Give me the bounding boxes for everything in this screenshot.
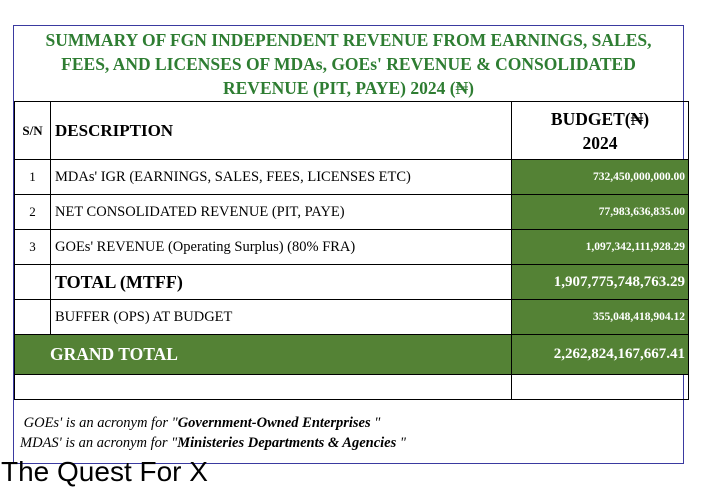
total-description: TOTAL (MTFF) xyxy=(51,265,512,300)
header-description: DESCRIPTION xyxy=(51,102,512,160)
header-sn: S/N xyxy=(15,102,51,160)
mdas-note-term: Ministeries Departments & Agencies xyxy=(177,435,397,451)
table-row xyxy=(15,160,689,195)
row-description: GOEs' REVENUE (Operating Surplus) (80% FRA) xyxy=(51,230,512,265)
buffer-description: BUFFER (OPS) AT BUDGET xyxy=(51,300,512,335)
table-row xyxy=(15,195,689,230)
buffer-row xyxy=(15,300,689,335)
grand-total-budget: 2,262,824,167,667.41 xyxy=(512,335,689,375)
table-header-row xyxy=(15,102,689,160)
blank-cell xyxy=(512,375,689,400)
page-title xyxy=(14,26,683,101)
row-sn: 2 xyxy=(15,195,51,230)
goe-note-suffix: " xyxy=(374,415,381,431)
row-budget: 1,097,342,111,928.29 xyxy=(512,230,689,265)
total-sn xyxy=(15,265,51,300)
title-line-3: REVENUE (PIT, PAYE) 2024 (₦) xyxy=(223,78,474,98)
row-budget: 77,983,636,835.00 xyxy=(512,195,689,230)
watermark-text: The Quest For X xyxy=(1,456,208,487)
table-row xyxy=(15,230,689,265)
blank-cell xyxy=(15,375,512,400)
total-budget: 1,907,775,748,763.29 xyxy=(512,265,689,300)
buffer-budget: 355,048,418,904.12 xyxy=(512,300,689,335)
mdas-note-suffix: " xyxy=(399,435,406,451)
goe-note xyxy=(20,413,406,433)
row-sn: 3 xyxy=(15,230,51,265)
header-budget-year: 2024 xyxy=(582,132,618,153)
summary-frame xyxy=(13,25,684,464)
row-description: MDAs' IGR (EARNINGS, SALES, FEES, LICENSES ETC) xyxy=(51,160,512,195)
total-row xyxy=(15,265,689,300)
row-sn: 1 xyxy=(15,160,51,195)
buffer-sn xyxy=(15,300,51,335)
mdas-note xyxy=(20,433,406,453)
header-budget xyxy=(512,102,689,160)
footnotes xyxy=(20,413,406,453)
revenue-table xyxy=(14,101,689,400)
grand-total-row xyxy=(15,335,689,375)
row-budget: 732,450,000,000.00 xyxy=(512,160,689,195)
row-description: NET CONSOLIDATED REVENUE (PIT, PAYE) xyxy=(51,195,512,230)
goe-note-term: Government-Owned Enterprises xyxy=(177,415,371,431)
header-budget-label: BUDGET(₦) xyxy=(550,108,650,129)
blank-row xyxy=(15,375,689,400)
goe-note-prefix: GOEs' is an acronym for " xyxy=(23,415,178,431)
title-line-1: SUMMARY OF FGN INDEPENDENT REVENUE FROM EARNINGS, SALES, xyxy=(45,30,652,50)
title-line-2: FEES, AND LICENSES OF MDAs, GOEs' REVENUE & CONSOLIDATED xyxy=(61,54,636,74)
mdas-note-prefix: MDAS' is an acronym for " xyxy=(20,435,178,451)
grand-total-label: GRAND TOTAL xyxy=(15,335,512,375)
